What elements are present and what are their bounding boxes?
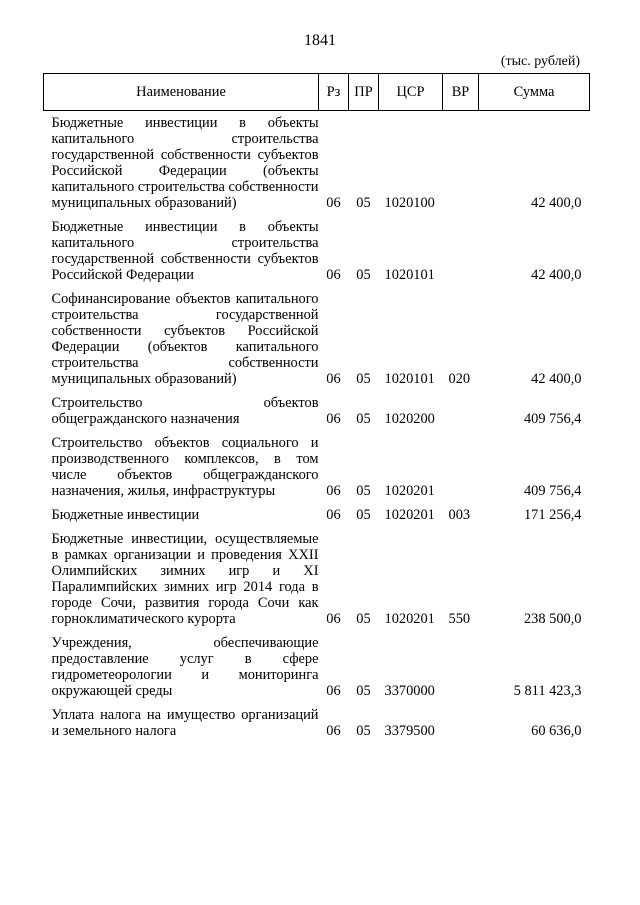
row-pr: 05 [356, 507, 371, 523]
row-rz: 06 [326, 611, 341, 627]
row-sum: 60 636,0 [531, 723, 582, 739]
units-label: (тыс. рублей) [500, 54, 580, 69]
row-sum: 409 756,4 [523, 411, 582, 427]
row-vr: 020 [448, 371, 471, 387]
row-csr: 3379500 [384, 723, 435, 739]
table-row [44, 427, 590, 499]
row-pr: 05 [356, 195, 371, 211]
row-name: Учреждения, обеспечивающие предоставление услуг в сфере гидрометеорологии и мониторинга окружающей среды [51, 635, 319, 699]
page-number: 1841 [304, 32, 336, 49]
row-sum: 171 256,4 [523, 507, 582, 523]
row-vr: 003 [448, 507, 471, 523]
table-row [44, 111, 590, 212]
row-rz: 06 [326, 683, 341, 699]
row-name: Бюджетные инвестиции, осуществляемые в рамках организации и проведения XXII Олимпийских зимних игр и XI Паралимпийских зимних игр 2014 года в городе Сочи, развития города Сочи как горноклиматического курорта [51, 531, 319, 627]
row-rz: 06 [326, 411, 341, 427]
row-csr: 1020101 [384, 371, 435, 387]
row-pr: 05 [356, 723, 371, 739]
row-name: Бюджетные инвестиции в объекты капитального строительства государственной собственности субъектов Российской Федерации [51, 219, 319, 283]
header-vr: ВР [443, 74, 479, 111]
row-rz: 06 [326, 195, 341, 211]
row-csr: 1020201 [384, 507, 435, 523]
row-name: Строительство объектов общегражданского назначения [51, 395, 319, 427]
row-vr [443, 211, 479, 283]
row-rz: 06 [326, 483, 341, 499]
header-pr: ПР [349, 74, 379, 111]
row-name: Бюджетные инвестиции в объекты капитального строительства государственной собственности субъектов Российской Федерации (объекты капитального строительства собственности муниципальных образований) [51, 115, 319, 211]
row-csr: 1020201 [384, 483, 435, 499]
table-row [44, 523, 590, 627]
row-vr [443, 387, 479, 427]
budget-table [43, 73, 590, 739]
row-vr: 550 [448, 611, 471, 627]
row-vr [443, 699, 479, 739]
row-sum: 238 500,0 [523, 611, 582, 627]
table-row [44, 211, 590, 283]
row-csr: 1020101 [384, 267, 435, 283]
row-pr: 05 [356, 371, 371, 387]
row-csr: 1020200 [384, 411, 435, 427]
row-sum: 42 400,0 [531, 267, 582, 283]
row-sum: 42 400,0 [531, 195, 582, 211]
row-rz: 06 [326, 723, 341, 739]
row-sum: 409 756,4 [523, 483, 582, 499]
row-csr: 1020201 [384, 611, 435, 627]
row-name: Строительство объектов социального и производственного комплексов, в том числе объектов общегражданского назначения, жилья, инфраструктуры [51, 435, 319, 499]
header-rz: Рз [319, 74, 349, 111]
row-vr [443, 111, 479, 212]
row-rz: 06 [326, 371, 341, 387]
row-csr: 3370000 [384, 683, 435, 699]
row-pr: 05 [356, 611, 371, 627]
row-pr: 05 [356, 267, 371, 283]
row-sum: 5 811 423,3 [513, 683, 582, 699]
row-rz: 06 [326, 267, 341, 283]
header-csr: ЦСР [379, 74, 443, 111]
header-sum: Сумма [479, 74, 590, 111]
row-pr: 05 [356, 683, 371, 699]
row-name: Уплата налога на имущество организаций и земельного налога [51, 707, 319, 739]
row-sum: 42 400,0 [531, 371, 582, 387]
row-rz: 06 [326, 507, 341, 523]
row-pr: 05 [356, 483, 371, 499]
row-name: Софинансирование объектов капитального строительства государственной собственности субъектов Российской Федерации (объектов капитального строительства собственности муниципальных образований) [51, 291, 319, 387]
row-pr: 05 [356, 411, 371, 427]
header-name: Наименование [44, 74, 319, 111]
table-row [44, 699, 590, 739]
table-row [44, 283, 590, 387]
row-csr: 1020100 [384, 195, 435, 211]
table-header-row [44, 74, 590, 111]
row-vr [443, 627, 479, 699]
table-row [44, 387, 590, 427]
row-name: Бюджетные инвестиции [51, 507, 200, 523]
table-row [44, 627, 590, 699]
row-vr [443, 427, 479, 499]
table-row [44, 499, 590, 523]
